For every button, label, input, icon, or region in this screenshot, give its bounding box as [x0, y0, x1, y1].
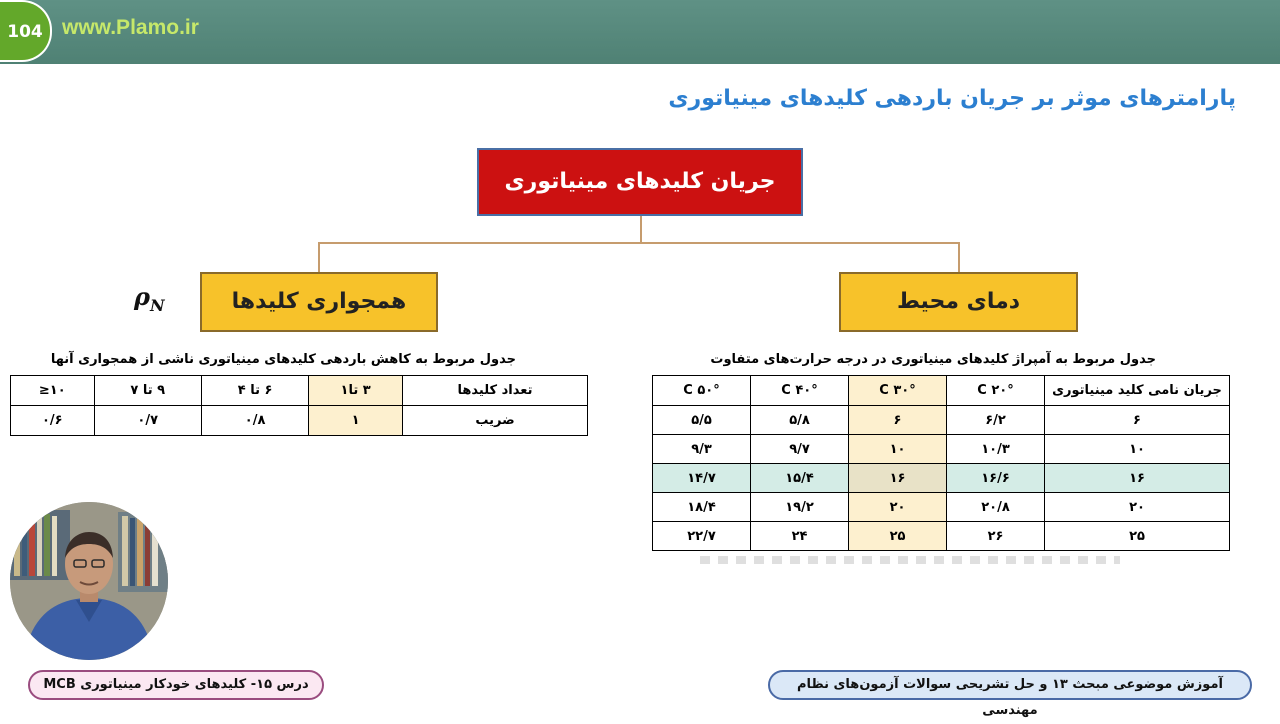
header-bar: [0, 0, 1280, 64]
table-cell: ۴۰° C: [751, 376, 849, 406]
node-ambient-temperature: دمای محیط: [839, 272, 1078, 332]
connector-vertical-root: [640, 216, 642, 243]
table-cell: ۱۴/۷: [653, 464, 751, 493]
table-row: [653, 435, 1230, 464]
table-cell: ۱۰/۳: [947, 435, 1045, 464]
table-cell: ۱۶/۶: [947, 464, 1045, 493]
table-cell: ۵۰° C: [653, 376, 751, 406]
course-title-pill: آموزش موضوعی مبحث ۱۳ و حل تشریحی سوالات آزمون‌های نظام مهندسی: [768, 670, 1252, 700]
table-cell: ۶ تا ۴: [201, 376, 308, 406]
connector-horizontal: [318, 242, 960, 244]
table-row: [653, 522, 1230, 551]
root-node-current: جریان کلیدهای مینیاتوری: [477, 148, 803, 216]
table-cell: ۲۰° C: [947, 376, 1045, 406]
presenter-illustration: [10, 502, 168, 660]
table-cell: ۹ تا ۷: [94, 376, 201, 406]
cropped-text-line: [700, 556, 1120, 564]
table-cell: ۰/۶: [11, 406, 95, 436]
slide-title: پارامترهای موثر بر جریان باردهی کلیدهای مینیاتوری: [668, 86, 1236, 111]
table-row-highlighted: [653, 464, 1230, 493]
table-cell: جریان نامی کلید مینیاتوری: [1045, 376, 1230, 406]
table-cell: ۵/۸: [751, 406, 849, 435]
table-cell: ۵/۵: [653, 406, 751, 435]
table-cell: ۱۵/۴: [751, 464, 849, 493]
temperature-table-caption: جدول مربوط به آمپراژ کلیدهای مینیاتوری در درجه حرارت‌های متفاوت: [710, 352, 1156, 367]
rho-n-symbol: $\rho_N$: [134, 282, 165, 315]
table-row: [653, 406, 1230, 435]
node-adjacency: همجواری کلیدها: [200, 272, 438, 332]
table-cell: ۱۰≤: [11, 376, 95, 406]
table-cell: ۱۸/۴: [653, 493, 751, 522]
table-cell: ۲۶: [947, 522, 1045, 551]
table-cell: ۱۰: [849, 435, 947, 464]
temperature-table: [652, 375, 1230, 551]
table-cell: ۹/۷: [751, 435, 849, 464]
table-header-row: [11, 376, 588, 406]
table-cell: ۱۶: [849, 464, 947, 493]
table-cell: ۱۹/۲: [751, 493, 849, 522]
table-cell: ۲۰: [849, 493, 947, 522]
table-cell: ۶: [1045, 406, 1230, 435]
table-cell: ۰/۷: [94, 406, 201, 436]
connector-vertical-left: [318, 242, 320, 272]
table-cell: ۲۰: [1045, 493, 1230, 522]
table-cell: ۹/۳: [653, 435, 751, 464]
table-cell: ۱۰: [1045, 435, 1230, 464]
table-cell: ۲۵: [1045, 522, 1230, 551]
table-cell: ۲۴: [751, 522, 849, 551]
table-cell: ۰/۸: [201, 406, 308, 436]
table-cell: ۱: [309, 406, 403, 436]
adjacency-table: [10, 375, 588, 436]
table-row: [653, 493, 1230, 522]
site-logo-text[interactable]: www.Plamo.ir: [62, 16, 199, 39]
page-number-badge: 104: [0, 0, 52, 62]
table-cell: ۶/۲: [947, 406, 1045, 435]
adjacency-table-caption: جدول مربوط به کاهش باردهی کلیدهای مینیاتوری ناشی از همجواری آنها: [50, 352, 516, 367]
table-cell: ضریب: [403, 406, 588, 436]
connector-vertical-right: [958, 242, 960, 272]
table-cell: ۳۰° C: [849, 376, 947, 406]
table-cell: ۲۰/۸: [947, 493, 1045, 522]
table-cell: ۲۲/۷: [653, 522, 751, 551]
lesson-title-pill: درس ۱۵- کلیدهای خودکار مینیاتوری MCB: [28, 670, 324, 700]
table-cell: ۳ تا۱: [309, 376, 403, 406]
table-cell: ۲۵: [849, 522, 947, 551]
table-row: [11, 406, 588, 436]
presenter-avatar: [10, 502, 168, 660]
table-cell: ۶: [849, 406, 947, 435]
table-header-row: [653, 376, 1230, 406]
table-cell: ۱۶: [1045, 464, 1230, 493]
table-cell: تعداد کلیدها: [403, 376, 588, 406]
